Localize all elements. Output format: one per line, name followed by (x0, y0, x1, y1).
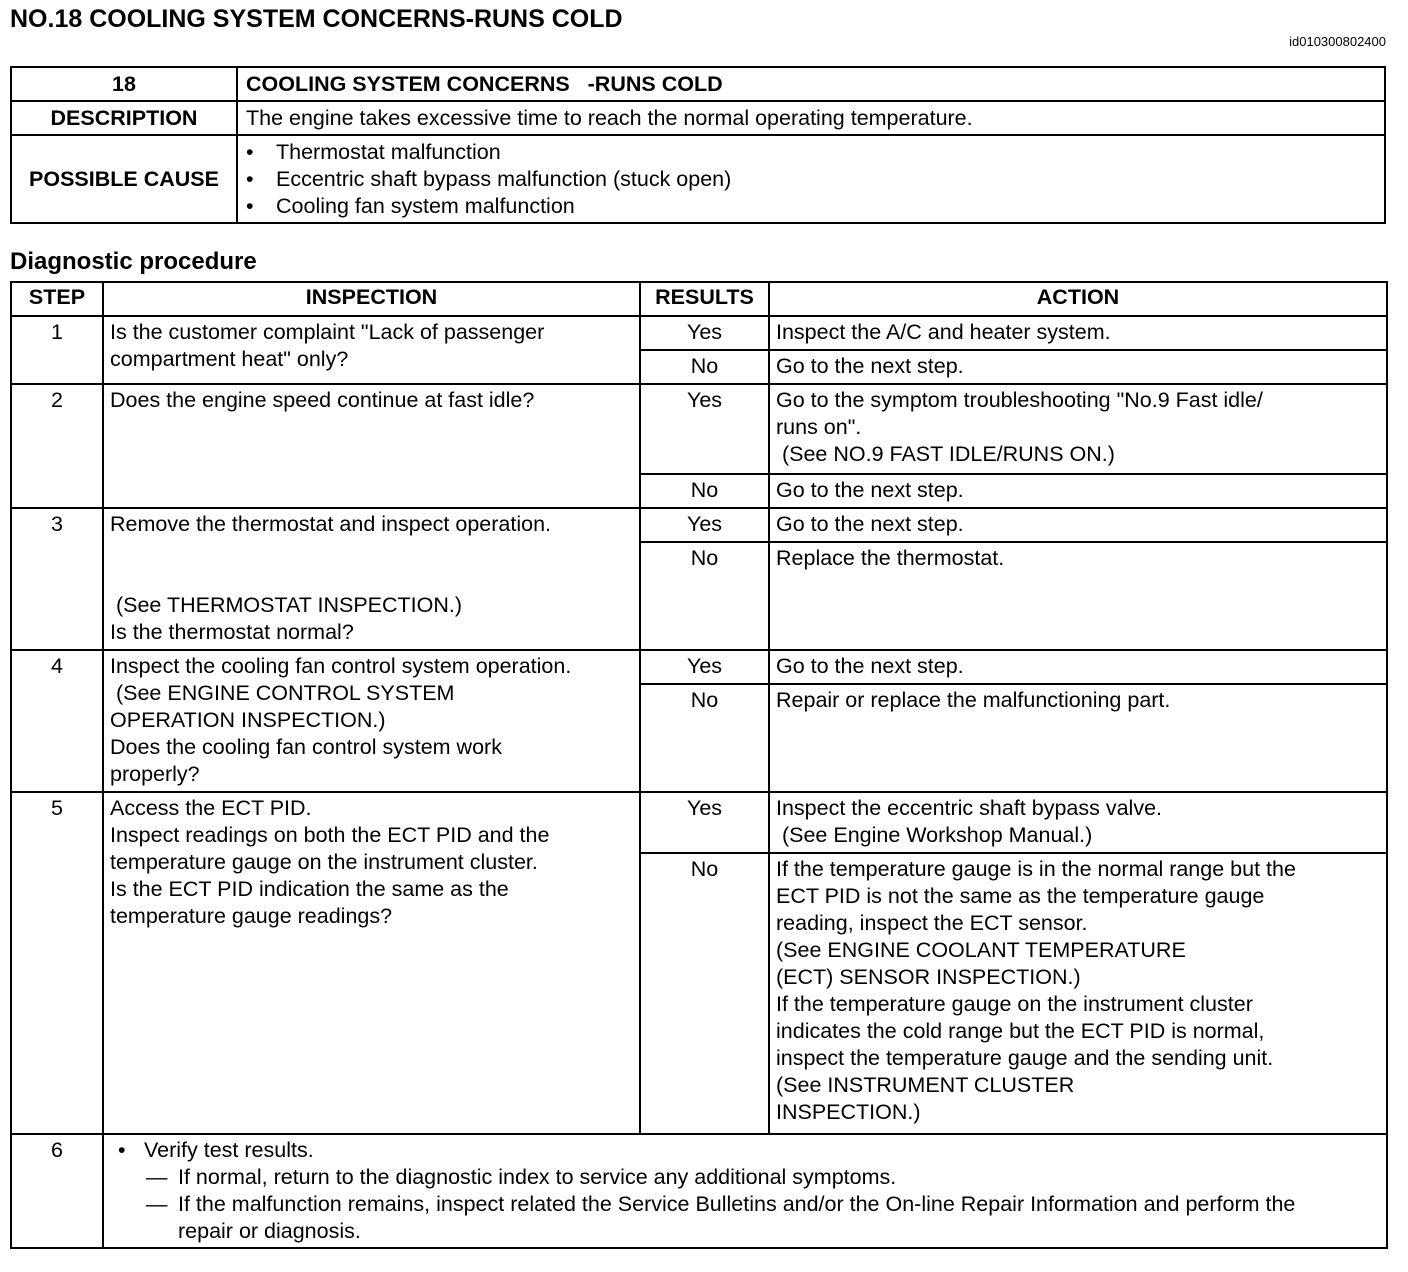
cause-item: • Eccentric shaft bypass malfunction (stuck open) (238, 166, 1376, 193)
action-cell: Inspect the eccentric shaft bypass valve. (See Engine Workshop Manual.) (769, 792, 1387, 853)
verify-dash-item: — If the malfunction remains, inspect related the Service Bulletins and/or the On-line Repair Information and perform the repair or diagnosis. (110, 1191, 1380, 1245)
action-cell: Repair or replace the malfunctioning part. (769, 684, 1387, 792)
result-yes: Yes (640, 384, 769, 474)
action-cell: If the temperature gauge is in the normal range but the ECT PID is not the same as the temperature gauge reading, inspect the ECT sensor. (See ENGINE COOLANT TEMPERATURE (ECT) SENSOR INSPECTION.) If the temperature gauge on the instrument cluster indicates the cold range but the ECT PID is normal, inspect the temperature gauge and the sending unit. (See INSTRUMENT CLUSTER INSPECTION.) (769, 853, 1387, 1134)
step-number: 6 (11, 1134, 103, 1248)
result-no: No (640, 853, 769, 1134)
symptom-heading: COOLING SYSTEM CONCERNS -RUNS COLD (237, 67, 1385, 101)
col-inspection-header: INSPECTION (103, 282, 640, 316)
step-number: 2 (11, 384, 103, 508)
verify-bullet: • Verify test results. (110, 1137, 1380, 1164)
inspection-cell: Remove the thermostat and inspect operation. (See THERMOSTAT INSPECTION.) Is the thermostat normal? (103, 508, 640, 650)
result-no: No (640, 684, 769, 792)
result-yes: Yes (640, 650, 769, 684)
result-yes: Yes (640, 316, 769, 350)
inspection-cell: Access the ECT PID. Inspect readings on both the ECT PID and the temperature gauge on the instrument cluster. Is the ECT PID indication the same as the temperature gauge readings? (103, 792, 640, 1134)
possible-cause-list (237, 135, 1385, 223)
possible-cause-label: POSSIBLE CAUSE (11, 135, 237, 223)
result-yes: Yes (640, 508, 769, 542)
page-title: NO.18 COOLING SYSTEM CONCERNS-RUNS COLD (10, 5, 623, 33)
action-cell: Replace the thermostat. (769, 542, 1387, 650)
step-number: 1 (11, 316, 103, 384)
description-label: DESCRIPTION (11, 101, 237, 135)
col-action-header: ACTION (769, 282, 1387, 316)
action-cell: Inspect the A/C and heater system. (769, 316, 1387, 350)
cause-item: • Thermostat malfunction (238, 139, 1376, 166)
result-no: No (640, 474, 769, 508)
document-id: id010300802400 (1289, 34, 1386, 49)
step-number: 5 (11, 792, 103, 1134)
diagnostic-procedure-title: Diagnostic procedure (10, 248, 257, 275)
diagnostic-procedure-table (10, 281, 1388, 1249)
col-results-header: RESULTS (640, 282, 769, 316)
action-cell: Go to the symptom troubleshooting "No.9 Fast idle/ runs on". (See NO.9 FAST IDLE/RUNS ON.) (769, 384, 1387, 474)
step-number: 3 (11, 508, 103, 650)
step-number: 4 (11, 650, 103, 792)
symptom-summary-table (10, 66, 1386, 224)
cause-item: • Cooling fan system malfunction (238, 193, 1376, 220)
result-no: No (640, 350, 769, 384)
result-yes: Yes (640, 792, 769, 853)
spacer (110, 538, 633, 592)
action-cell: Go to the next step. (769, 350, 1387, 384)
action-cell: Go to the next step. (769, 650, 1387, 684)
symptom-number: 18 (11, 67, 237, 101)
action-cell: Go to the next step. (769, 508, 1387, 542)
col-step-header: STEP (11, 282, 103, 316)
description-text: The engine takes excessive time to reach the normal operating temperature. (237, 101, 1385, 135)
inspection-cell: Does the engine speed continue at fast idle? (103, 384, 640, 508)
verify-dash-item: — If normal, return to the diagnostic index to service any additional symptoms. (110, 1164, 1380, 1191)
inspection-cell: Inspect the cooling fan control system operation. (See ENGINE CONTROL SYSTEM OPERATION INSPECTION.) Does the cooling fan control system work properly? (103, 650, 640, 792)
result-no: No (640, 542, 769, 650)
action-cell: Go to the next step. (769, 474, 1387, 508)
inspection-cell: Is the customer complaint "Lack of passenger compartment heat" only? (103, 316, 640, 384)
verify-results-cell (103, 1134, 1387, 1248)
